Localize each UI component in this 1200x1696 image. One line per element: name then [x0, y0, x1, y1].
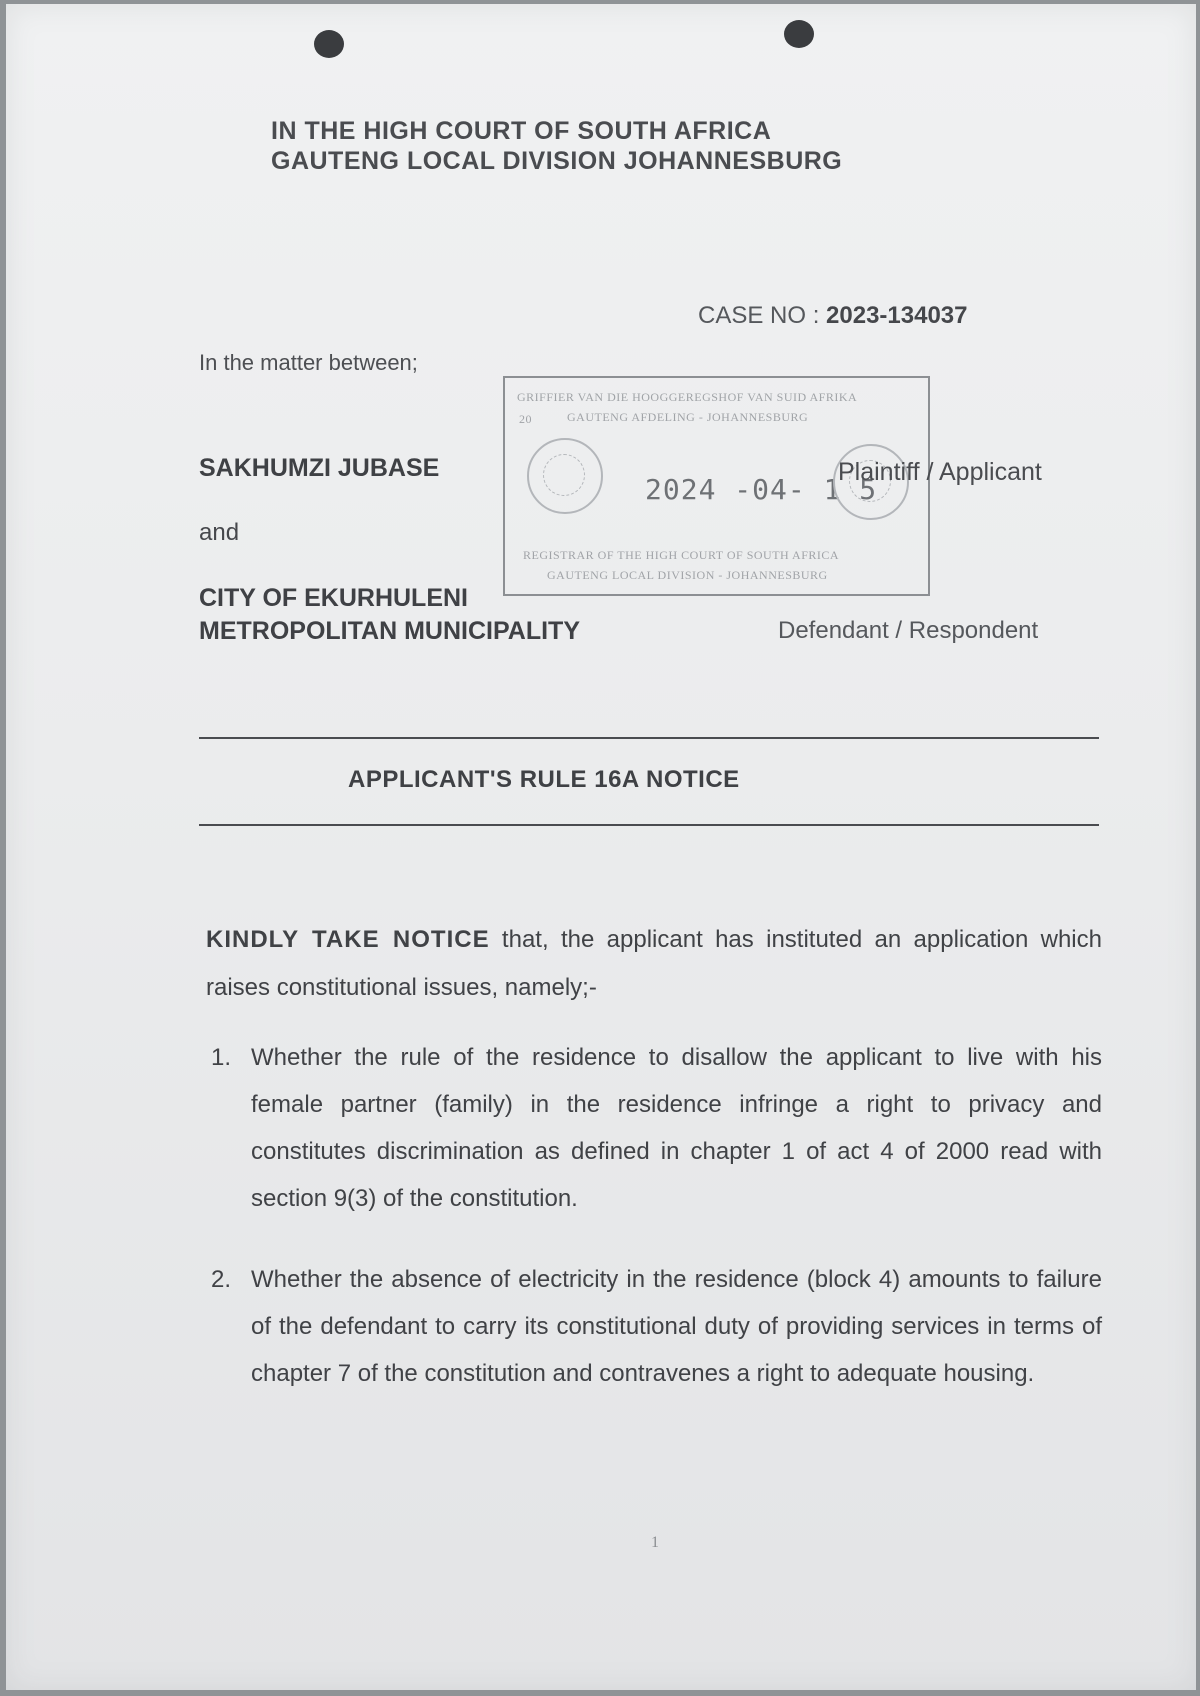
stamp-bottom-line2: GAUTENG LOCAL DIVISION - JOHANNESBURG	[547, 568, 828, 582]
stamp-seal-left	[527, 438, 603, 514]
notice-item-2	[206, 1256, 1102, 1397]
defendant-role: Defendant / Respondent	[778, 617, 1039, 644]
matter-between: In the matter between;	[199, 350, 418, 375]
defendant-name-line1: CITY OF EKURHULENI	[199, 584, 468, 612]
notice-item-1	[206, 1034, 1102, 1222]
stamp-date: 2024 -04- 1 5	[645, 473, 878, 506]
document-page	[6, 4, 1196, 1690]
punch-hole-right	[784, 20, 814, 48]
rule-top	[199, 737, 1099, 739]
plaintiff-role: Plaintiff / Applicant	[838, 458, 1042, 486]
page-number: 1	[651, 1534, 659, 1551]
notice-item-text: Whether the rule of the residence to disallow the applicant to live with his female partner (family) in the residence infringe a right to privacy and constitutes discrimination as defined in chapter 1 of act 4 of 2000 read with section 9(3) of the constitution.	[251, 1044, 1102, 1212]
court-heading	[271, 116, 842, 176]
stamp-bottom-line1: REGISTRAR OF THE HIGH COURT OF SOUTH AFRICA	[523, 548, 840, 562]
notice-item-text: Whether the absence of electricity in the residence (block 4) amounts to failure of the defendant to carry its constitutional duty of providing services in terms of chapter 7 of the constitution and contravenes a right to adequate housing.	[251, 1266, 1102, 1387]
stamp-top-line2: GAUTENG AFDELING - JOHANNESBURG	[567, 410, 809, 424]
plaintiff-name: SAKHUMZI JUBASE	[199, 454, 440, 482]
notice-item-number: 2.	[211, 1266, 232, 1293]
notice-title: APPLICANT'S RULE 16A NOTICE	[348, 766, 740, 793]
notice-intro	[206, 916, 1102, 1012]
case-number	[698, 302, 968, 330]
punch-hole-left	[314, 30, 344, 58]
court-heading-line1: IN THE HIGH COURT OF SOUTH AFRICA	[271, 117, 772, 145]
notice-intro-bold: KINDLY TAKE NOTICE	[206, 926, 490, 953]
notice-intro-rest: that, the applicant has instituted an application which raises constitutional issues, namely;-	[206, 926, 1102, 1001]
rule-bottom	[199, 824, 1099, 826]
case-number-value: 2023-134037	[826, 302, 968, 329]
notice-item-number: 1.	[211, 1044, 232, 1071]
conjunction-and: and	[199, 519, 240, 546]
stamp-top-prefix: 20	[519, 412, 532, 426]
case-number-label: CASE NO :	[698, 302, 820, 329]
stamp-top-line1: GRIFFIER VAN DIE HOOGGEREGSHOF VAN SUID AFRIKA	[517, 390, 858, 404]
defendant-name-line2: METROPOLITAN MUNICIPALITY	[199, 617, 580, 645]
court-heading-line2: GAUTENG LOCAL DIVISION JOHANNESBURG	[271, 147, 843, 175]
